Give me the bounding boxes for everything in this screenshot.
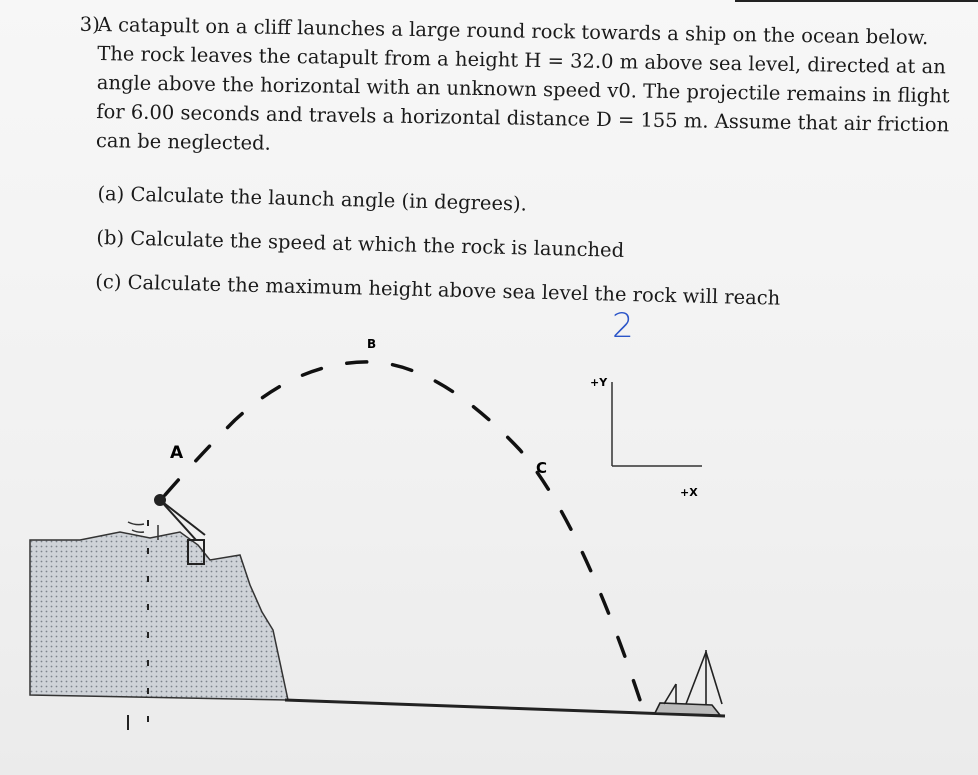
label-point-c: C (536, 459, 548, 477)
axes (612, 382, 702, 466)
problem-line-1: A catapult on a cliff launches a large round rock towards a ship on the ocean below. (97, 12, 929, 50)
ship (655, 650, 722, 715)
handwritten-note: 2 (612, 306, 634, 346)
question-list (95, 172, 878, 323)
question-b: (b) Calculate the speed at which the rock is launched (96, 225, 625, 262)
problem-number: 3) (79, 12, 100, 37)
question-a: (a) Calculate the launch angle (in degrees). (97, 181, 528, 216)
problem-line-3: angle above the horizontal with an unknown speed v0. The projectile remains in flight (96, 70, 950, 108)
problem-statement (79, 10, 968, 169)
top-rule (735, 0, 978, 2)
problem-line-2: The rock leaves the catapult from a height H = 32.0 m above sea level, directed at an (97, 41, 946, 79)
projectile-diagram (0, 320, 978, 775)
problem-line-5: can be neglected. (95, 128, 271, 155)
problem-line-4: for 6.00 seconds and travels a horizontal distance D = 155 m. Assume that air friction (96, 99, 950, 137)
axis-x-label: +X (680, 486, 698, 499)
label-point-b: B (367, 337, 377, 351)
axis-y-label: +Y (590, 376, 608, 389)
cliff (30, 532, 288, 700)
label-point-a: A (170, 443, 184, 463)
question-c: (c) Calculate the maximum height above sea level the rock will reach (95, 269, 781, 310)
